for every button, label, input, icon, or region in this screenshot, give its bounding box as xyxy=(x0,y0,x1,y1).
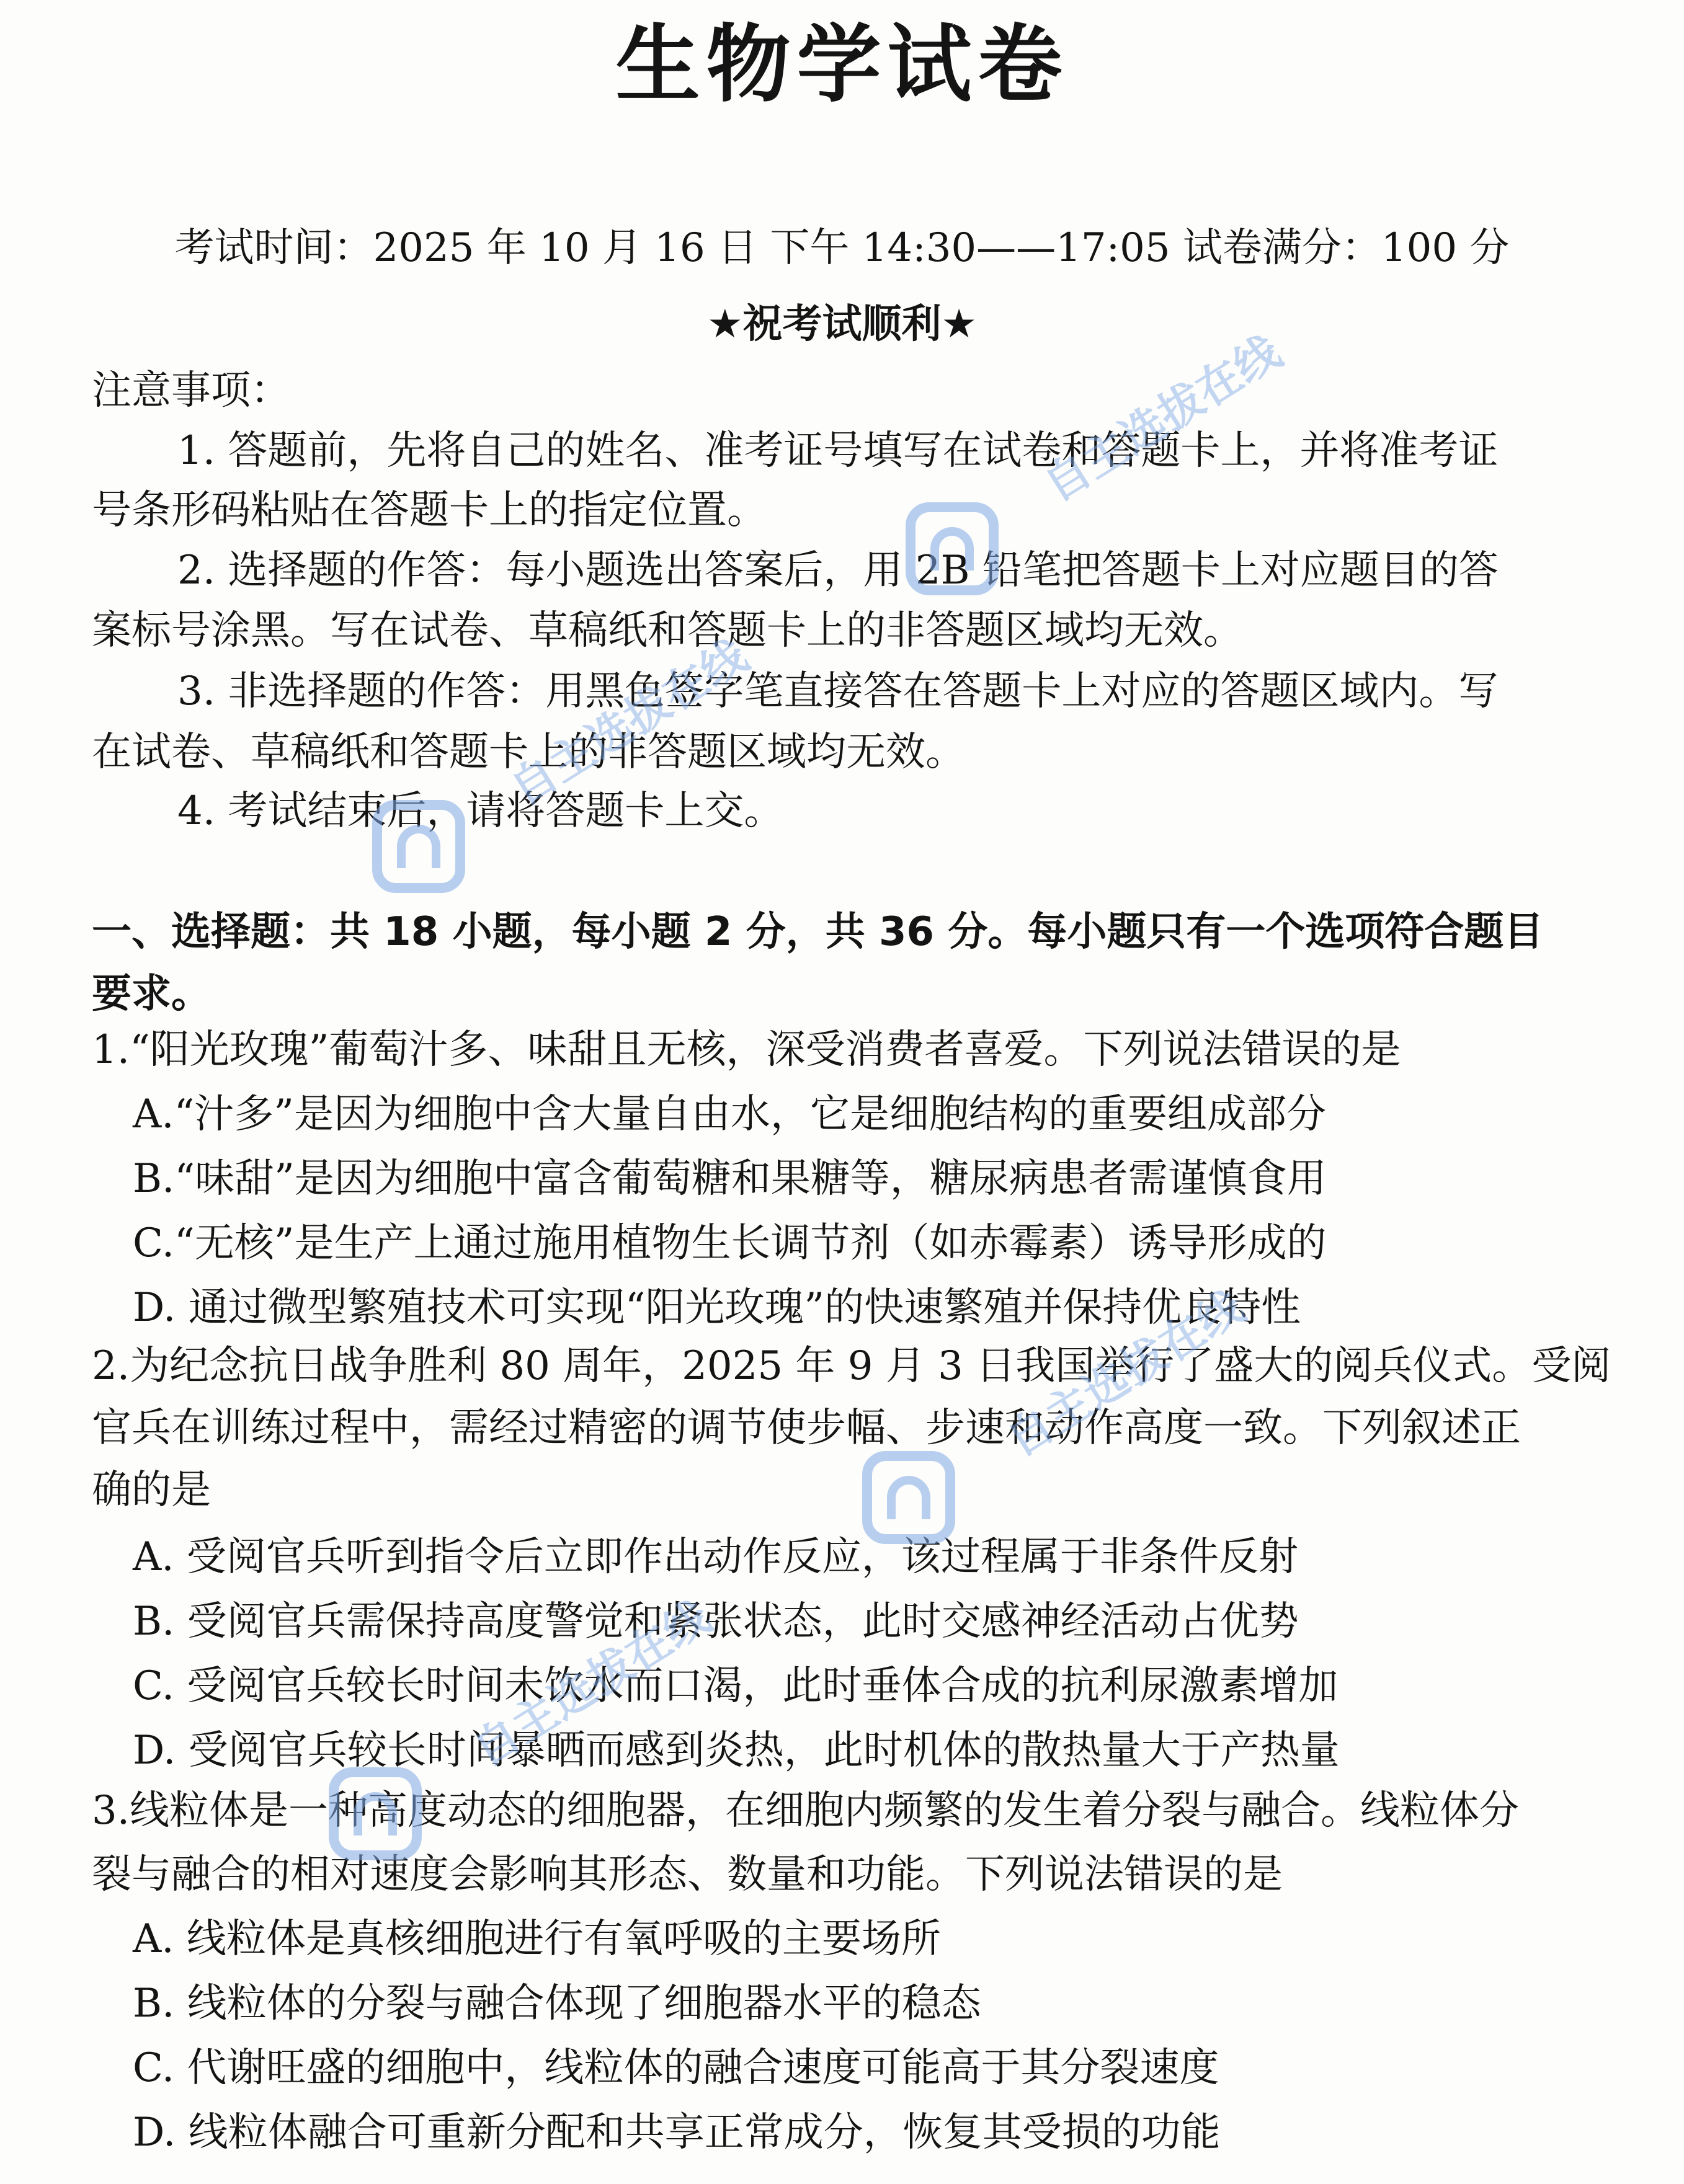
notice-line: 1. 答题前，先将自己的姓名、准考证号填写在试卷和答题卡上，并将准考证 xyxy=(177,428,1499,474)
question-option: D. 通过微型繁殖技术可实现“阳光玫瑰”的快速繁殖并保持优良特性 xyxy=(133,1285,1301,1331)
question-stem: 2.为纪念抗日战争胜利 80 周年，2025 年 9 月 3 日我国举行了盛大的阅兵仪式。受阅 xyxy=(92,1343,1611,1389)
watermark-text: 自主选拔在线 xyxy=(501,629,757,815)
watermark-text: 自主选拔在线 xyxy=(997,1280,1253,1467)
question-option: D. 线粒体融合可重新分配和共享正常成分，恢复其受损的功能 xyxy=(133,2110,1221,2155)
question-stem: 裂与融合的相对速度会影响其形态、数量和功能。下列说法错误的是 xyxy=(92,1852,1283,1898)
question-stem: 3.线粒体是一种高度动态的细胞器，在细胞内频繁的发生着分裂与融合。线粒体分 xyxy=(92,1788,1520,1834)
watermark-text: 自主选拔在线 xyxy=(464,1590,719,1777)
question-option: C. 代谢旺盛的细胞中，线粒体的融合速度可能高于其分裂速度 xyxy=(133,2045,1219,2091)
page-title: 生物学试卷 xyxy=(615,16,1069,114)
question-option: D. 受阅官兵较长时间暴晒而感到炎热，此时机体的散热量大于产热量 xyxy=(133,1728,1340,1773)
question-option: B. 受阅官兵需保持高度警觉和紧张状态，此时交感神经活动占优势 xyxy=(133,1599,1299,1645)
question-option: A. 受阅官兵听到指令后立即作出动作反应，该过程属于非条件反射 xyxy=(133,1534,1298,1580)
notice-line: 4. 考试结束后，请将答题卡上交。 xyxy=(177,788,784,834)
notice-line: 在试卷、草稿纸和答题卡上的非答题区域均无效。 xyxy=(92,729,965,775)
notice-line: 3. 非选择题的作答：用黑色签字笔直接答在答题卡上对应的答题区域内。写 xyxy=(177,668,1499,714)
notice-heading: 注意事项： xyxy=(92,368,290,414)
question-stem: 确的是 xyxy=(92,1467,211,1513)
question-option: C.“无核”是生产上通过施用植物生长调节剂（如赤霉素）诱导形成的 xyxy=(133,1220,1327,1266)
watermark-text: 自主选拔在线 xyxy=(1035,325,1290,512)
question-option: B. 线粒体的分裂与融合体现了细胞器水平的稳态 xyxy=(133,1981,981,2026)
section-heading: 一、选择题：共 18 小题，每小题 2 分，共 36 分。每小题只有一个选项符合题目 xyxy=(92,909,1544,955)
question-stem: 1.“阳光玫瑰”葡萄汁多、味甜且无核，深受消费者喜爱。下列说法错误的是 xyxy=(92,1027,1401,1073)
question-option: A.“汁多”是因为细胞中含大量自由水，它是细胞结构的重要组成部分 xyxy=(133,1091,1326,1137)
section-heading: 要求。 xyxy=(92,971,211,1017)
exam-info: 考试时间：2025 年 10 月 16 日 下午 14:30——17:05 试卷满分：100 分 xyxy=(174,225,1510,271)
notice-line: 案标号涂黑。写在试卷、草稿纸和答题卡上的非答题区域均无效。 xyxy=(92,608,1243,654)
question-stem: 官兵在训练过程中，需经过精密的调节使步幅、步速和动作高度一致。下列叙述正 xyxy=(92,1405,1521,1451)
notice-line: 2. 选择题的作答：每小题选出答案后，用 2B 铅笔把答题卡上对应题目的答 xyxy=(177,548,1499,593)
question-option: B.“味甜”是因为细胞中富含葡萄糖和果糖等，糖尿病患者需谨慎食用 xyxy=(133,1156,1327,1202)
question-option: C. 受阅官兵较长时间未饮水而口渴，此时垂体合成的抗利尿激素增加 xyxy=(133,1663,1339,1709)
blessing: ★祝考试顺利★ xyxy=(707,301,977,347)
notice-line: 号条形码粘贴在答题卡上的指定位置。 xyxy=(92,487,767,533)
question-option: A. 线粒体是真核细胞进行有氧呼吸的主要场所 xyxy=(133,1916,941,1962)
